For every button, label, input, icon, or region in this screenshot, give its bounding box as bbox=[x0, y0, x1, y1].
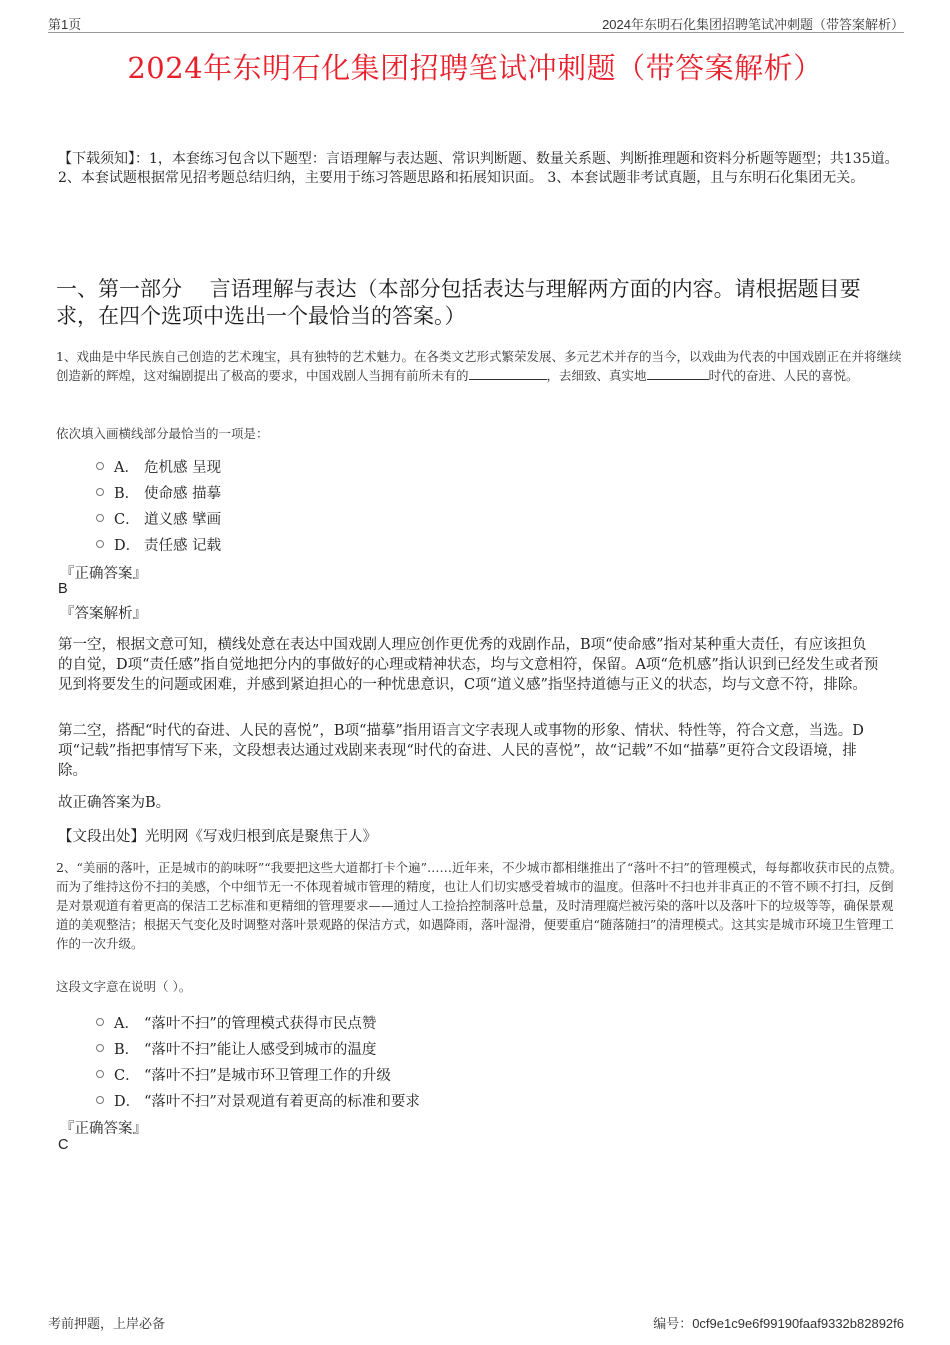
radio-icon[interactable] bbox=[96, 488, 104, 496]
footer-serial-number: 编号：0cf9e1c9e6f99190faaf9332b82892f6 bbox=[653, 1316, 904, 1331]
q1-option-a[interactable]: A． 危机感 呈现 bbox=[96, 453, 221, 479]
document-title: 2024年东明石化集团招聘笔试冲刺题（带答案解析） bbox=[127, 51, 823, 85]
header-divider bbox=[48, 32, 904, 33]
radio-icon[interactable] bbox=[96, 462, 104, 470]
q1-analysis-label: 『答案解析』 bbox=[60, 606, 147, 622]
q1-stem-part-b: ，去细致、真实地 bbox=[546, 368, 647, 383]
question-2-prompt: 这段文字意在说明（ ）。 bbox=[56, 979, 192, 994]
q2-answer-label: 『正确答案』 bbox=[60, 1121, 147, 1137]
radio-icon[interactable] bbox=[96, 1096, 104, 1104]
q1-blank-1 bbox=[469, 367, 547, 380]
q1-answer-label: 『正确答案』 bbox=[60, 566, 147, 582]
q1-conclusion: 故正确答案为B。 bbox=[58, 795, 171, 811]
q1-stem-part-a: 1、戏曲是中华民族自己创造的艺术瑰宝，具有独特的艺术魅力。在各类文艺形式繁荣发展、多元艺术并存的当今，以戏曲为代表的中国戏剧正在并将继续创造新的辉煌，这对编剧提出了极高的要求，中国戏剧人当拥有前所未有的 bbox=[56, 349, 902, 383]
question-1-options bbox=[96, 453, 221, 557]
q1-blank-2 bbox=[647, 367, 709, 380]
q1-option-c[interactable]: C． 道义感 擘画 bbox=[96, 505, 221, 531]
question-1-stem bbox=[56, 347, 904, 385]
q1-option-b[interactable]: B． 使命感 描摹 bbox=[96, 479, 221, 505]
q2-option-b[interactable]: B． “落叶不扫”能让人感受到城市的温度 bbox=[96, 1035, 420, 1061]
q2-option-d[interactable]: D． “落叶不扫”对景观道有着更高的标准和要求 bbox=[96, 1087, 420, 1113]
q2-answer: C bbox=[58, 1137, 69, 1153]
q2-option-c[interactable]: C． “落叶不扫”是城市环卫管理工作的升级 bbox=[96, 1061, 420, 1087]
question-2-stem: 2、“美丽的落叶，正是城市的韵味呀”“我要把这些大道都打卡个遍”……近年来，不少城市都相继推出了“落叶不扫”的管理模式，每每都收获市民的点赞。而为了维持这份不扫的美感，个中细节无一不体现着城市管理的精度，也让人们切实感受着城市的温度。但落叶不扫也并非真正的不管不顾不打扫，反倒是对景观道有着更高的保洁工艺标准和更精细的管理要求——通过人工捡拾控制落叶总量，及时清理腐烂被污染的落叶以及落叶下的垃圾等等，确保景观道的美观整洁；根据天气变化及时调整对落叶景观路的保洁方式，如遇降雨，落叶湿滑，便要重启“随落随扫”的清理模式。这其实是城市环境卫生管理工作的一次升级。 bbox=[56, 860, 903, 951]
q1-answer: B bbox=[58, 581, 68, 597]
radio-icon[interactable] bbox=[96, 1044, 104, 1052]
q1-stem-part-c: 时代的奋进、人民的喜悦。 bbox=[708, 368, 859, 383]
header-page-number: 第1页 bbox=[48, 17, 82, 32]
question-2-options bbox=[96, 1009, 420, 1113]
footer-slogan: 考前押题，上岸必备 bbox=[48, 1317, 166, 1332]
q1-option-d[interactable]: D． 责任感 记载 bbox=[96, 531, 221, 557]
radio-icon[interactable] bbox=[96, 1070, 104, 1078]
download-notice: 【下载须知】：1，本套练习包含以下题型：言语理解与表达题、常识判断题、数量关系题、判断推理题和资料分析题等题型；共135道。 2、本套试题根据常见招考题总结归纳，主要用于练习答题思路和拓展知识面。 3、本套试题非考试真题，且与东明石化集团无关。 bbox=[58, 151, 899, 186]
q1-analysis-paragraph-1: 第一空，根据文意可知，横线处意在表达中国戏剧人理应创作更优秀的戏剧作品，B项“使命感”指对某种重大责任，有应该担负的自觉，D项“责任感”指自觉地把分内的事做好的心理或精神状态，均与文意相符，保留。A项“危机感”指认识到已经发生或者预见到将要发生的问题或困难，并感到紧迫担心的一种忧患意识，C项“道义感”指坚持道德与正义的状态，均与文意不符，排除。 bbox=[58, 637, 879, 693]
q1-source: 【文段出处】光明网《写戏归根到底是聚焦于人》 bbox=[58, 829, 377, 845]
radio-icon[interactable] bbox=[96, 514, 104, 522]
q2-option-a[interactable]: A． “落叶不扫”的管理模式获得市民点赞 bbox=[96, 1009, 420, 1035]
radio-icon[interactable] bbox=[96, 1018, 104, 1026]
header-doc-title: 2024年东明石化集团招聘笔试冲刺题（带答案解析） bbox=[602, 17, 904, 32]
q1-analysis-paragraph-2: 第二空，搭配“时代的奋进、人民的喜悦”，B项“描摹”指用语言文字表现人或事物的形象、情状、特性等，符合文意，当选。D项“记载”指把事情写下来，文段想表达通过戏剧来表现“时代的奋进、人民的喜悦”，故“记载”不如“描摹”更符合文段语境，排除。 bbox=[58, 723, 864, 779]
radio-icon[interactable] bbox=[96, 540, 104, 548]
section-heading: 一、第一部分 言语理解与表达（本部分包括表达与理解两方面的内容。请根据题目要求，在四个选项中选出一个最恰当的答案。） bbox=[56, 277, 861, 328]
question-1-prompt: 依次填入画横线部分最恰当的一项是： bbox=[56, 426, 269, 441]
